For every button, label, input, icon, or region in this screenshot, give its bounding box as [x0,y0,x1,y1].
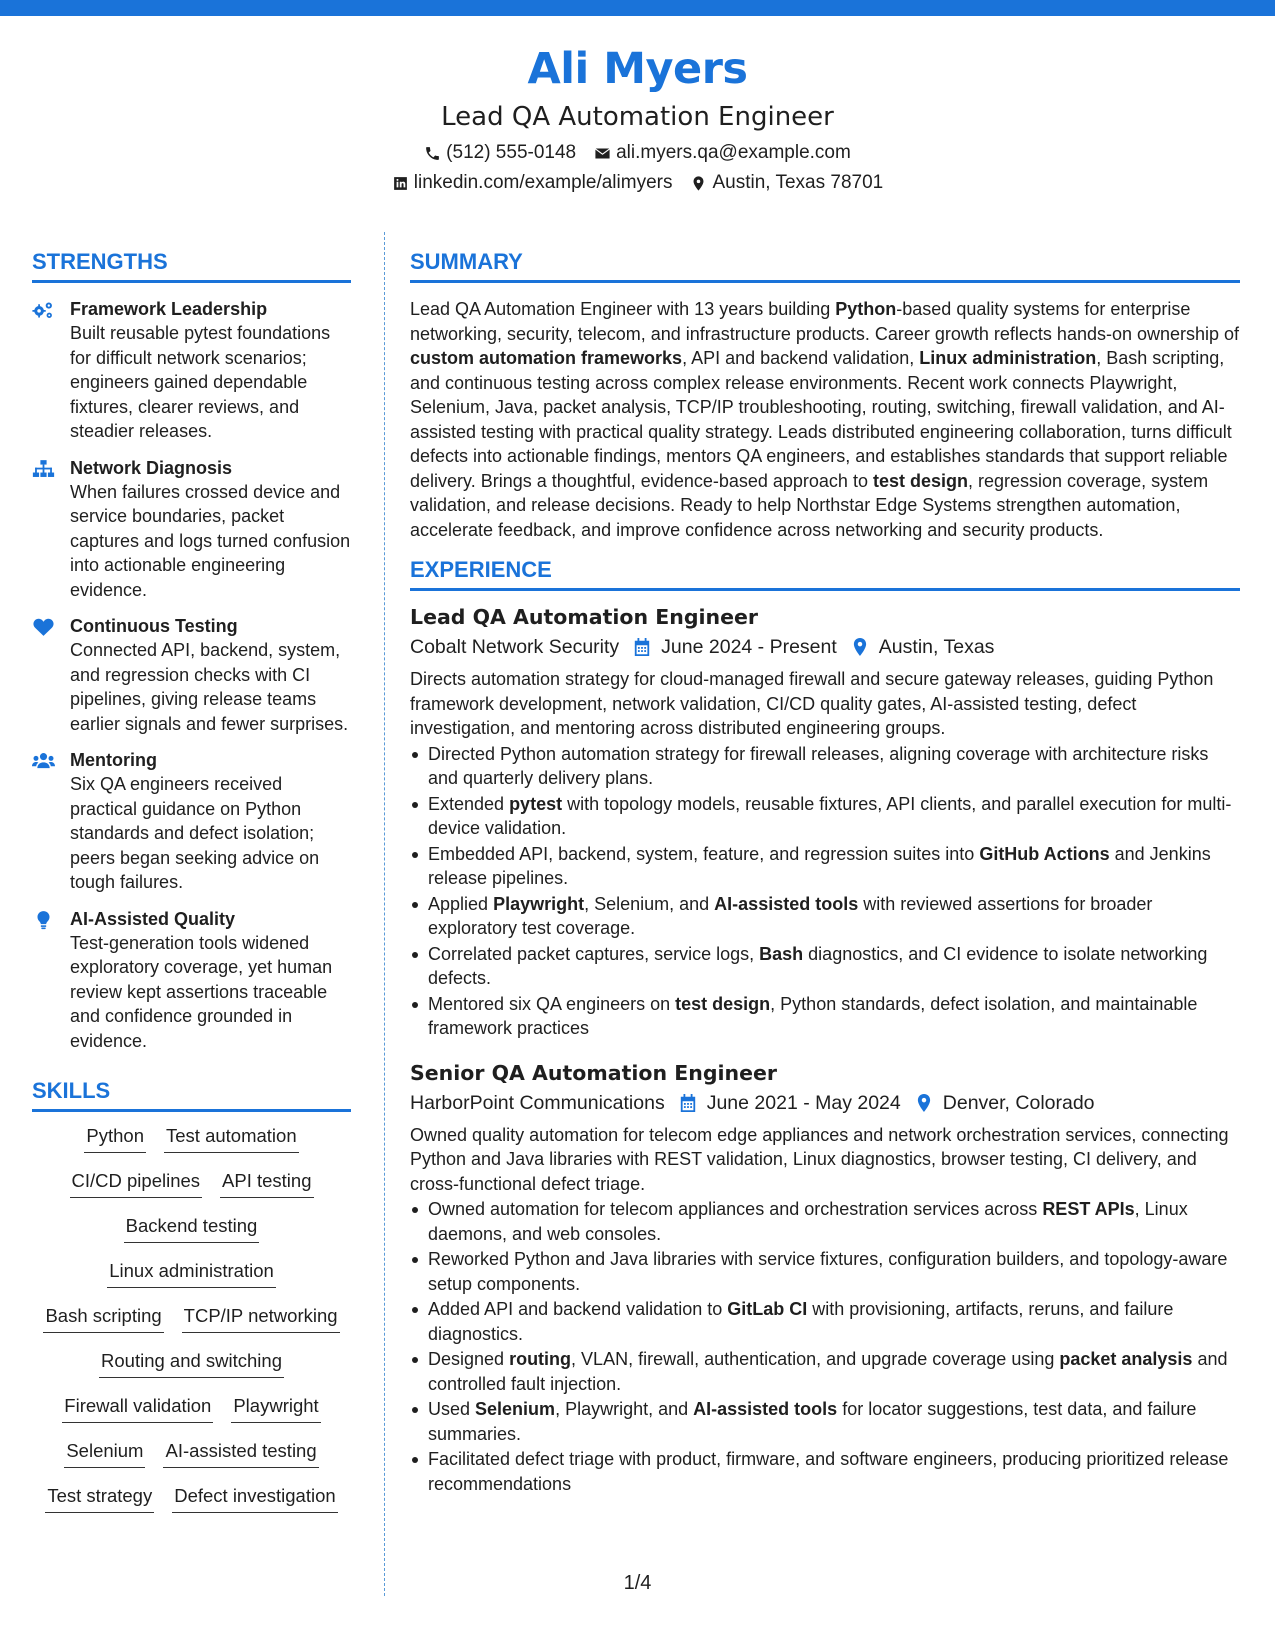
skills-row [32,1304,351,1349]
bold-text: AI-assisted tools [714,893,859,914]
skill-tag: Linux administration [107,1259,276,1288]
calendar-icon [679,1093,697,1113]
right-column [410,248,1240,1497]
strength-description: When failures crossed device and service boundaries, packet captures and logs turned confusion into actionable engineering evidence. [70,481,351,600]
skills-row [32,1394,351,1439]
text-segment: , Python standards, defect isolation, and maintainable framework practices [428,993,1198,1038]
text-segment: Facilitated defect triage with product, firmware, and software engineers, producing prioritized release recommendations [428,1449,1229,1494]
envelope-icon [594,145,611,162]
bullet-item [410,1347,1240,1396]
text-segment: Directed Python automation strategy for firewall releases, aligning coverage with architecture risks and quarterly delivery plans. [428,743,1209,788]
resume-header [0,40,1275,195]
users-icon [32,748,70,895]
summary-heading: SUMMARY [410,248,1240,283]
experience-heading: EXPERIENCE [410,556,1240,591]
skill-tag: Defect investigation [172,1484,337,1513]
page-number: 1/4 [623,1572,652,1594]
job-bullets [410,742,1240,1041]
skills-row [32,1349,351,1394]
job-location: Denver, Colorado [942,1091,1095,1114]
experience-list [410,603,1240,1496]
job-description: Directs automation strategy for cloud-managed firewall and secure gateway releases, guiding Python framework development, network validation, CI/CD quality gates, AI-assisted testing, defect investigation, and mentoring across distributed engineering groups. [410,669,1214,738]
strength-body [70,614,351,736]
text-segment: Added API and backend validation to [428,1299,728,1319]
company-name: HarborPoint Communications [410,1091,665,1114]
skill-tag: AI-assisted testing [163,1439,318,1468]
summary-text [410,297,1240,542]
job-bullets [410,1197,1240,1496]
heart-icon [32,614,70,736]
bullet-item [410,792,1240,841]
email-address[interactable]: ali.myers.qa@example.com [616,142,851,163]
bullet-item [410,1447,1240,1496]
job-dates: June 2021 - May 2024 [706,1091,901,1114]
strength-title: Continuous Testing [70,616,238,636]
skills-row [32,1214,351,1259]
bullet-item [410,992,1240,1041]
job-meta [410,1089,1240,1117]
bullet-item [410,892,1240,941]
text-segment: -based quality systems for enterprise networking, security, telecom, and infrastructure products. Career growth reflects hands-on ownership of [410,299,1240,344]
bold-text: routing [509,1349,572,1369]
contact-line-2 [0,171,1275,195]
bold-text: Linux administration [919,348,1097,368]
bullet-item [410,1247,1240,1296]
location-text: Austin, Texas 78701 [712,172,884,193]
text-segment: , Selenium, and [584,893,715,914]
strength-description: Built reusable pytest foundations for difficult network scenarios; engineers gained dependable fixtures, clearer reviews, and steadier releases. [70,323,331,441]
contact-line-1 [0,141,1275,165]
job-entry [410,603,1240,1041]
candidate-name: Ali Myers [527,44,748,94]
company-name: Cobalt Network Security [410,636,620,658]
strength-title: Network Diagnosis [70,457,233,478]
text-segment: Mentored six QA engineers on [428,993,676,1014]
bold-text: custom automation frameworks [410,348,683,368]
phone-icon [424,145,441,162]
text-segment: , Playwright, and [555,1399,694,1419]
bold-text: Python [835,299,897,319]
strength-description: Test-generation tools widened exploratory coverage, yet human review kept assertions traceable and confidence grounded in evidence. [70,932,333,1051]
bold-text: AI-assisted tools [693,1399,838,1419]
job-title: Lead QA Automation Engineer [410,605,759,629]
linkedin-icon [392,175,409,192]
skill-tag: Selenium [64,1439,145,1468]
skill-tag: Firewall validation [62,1394,213,1423]
skill-tag: TCP/IP networking [182,1304,340,1333]
strengths-heading: STRENGTHS [32,248,351,283]
text-segment: diagnostics, and CI evidence to isolate networking defects. [428,943,1208,988]
phone-number: (512) 555-0148 [446,142,577,163]
bullet-item [410,942,1240,991]
bold-text: test design [872,470,968,491]
skill-tag: Test automation [164,1124,299,1153]
text-segment: Designed [428,1349,510,1369]
skills-row [32,1484,351,1529]
job-entry [410,1059,1240,1497]
top-accent-bar [0,0,1275,16]
bold-text: pytest [509,793,563,814]
strength-body [70,297,351,444]
skills-row [32,1259,351,1304]
strength-item [32,297,351,444]
bold-text: GitLab CI [727,1299,808,1319]
text-segment: Extended [428,793,510,814]
job-meta [410,633,1240,661]
bullet-item [410,742,1240,791]
calendar-icon [633,637,651,657]
strength-item [32,907,351,1054]
text-segment: Owned automation for telecom appliances and orchestration services across [428,1199,1043,1219]
text-segment: and controlled fault injection. [428,1349,1228,1394]
text-segment: Correlated packet captures, service logs, [428,943,760,964]
location-contact [690,171,883,195]
linkedin-url[interactable]: linkedin.com/example/alimyers [413,172,673,193]
bold-text: Bash [759,943,804,964]
linkedin-contact[interactable] [392,171,673,195]
strength-body [70,748,351,895]
strength-title: AI-Assisted Quality [70,908,236,929]
strength-title: Framework Leadership [70,299,268,319]
skill-tag: API testing [220,1169,313,1198]
skill-tag: Python [84,1124,146,1153]
text-segment: Used [428,1399,476,1419]
text-segment: for locator suggestions, test data, and failure summaries. [428,1399,1197,1444]
text-segment: with provisioning, artifacts, reruns, and failure diagnostics. [428,1299,1174,1344]
text-segment: Applied [428,893,494,914]
strength-body [70,907,351,1054]
strength-description: Six QA engineers received practical guidance on Python standards and defect isolation; peers began seeking advice on tough failures. [70,774,320,892]
strength-title: Mentoring [70,750,157,770]
job-dates: June 2024 - Present [661,636,837,658]
map-pin-icon [915,1093,933,1113]
text-segment: , VLAN, firewall, authentication, and upgrade coverage using [571,1349,1060,1369]
skill-tag: Backend testing [124,1214,260,1243]
bold-text: GitHub Actions [979,843,1110,864]
strength-item [32,614,351,736]
job-description: Owned quality automation for telecom edge appliances and network orchestration services, connecting Python and Java libraries with REST validation, Linux diagnostics, browser testing, CI delivery, and cross-functional defect triage. [410,1124,1229,1194]
column-divider [384,232,385,1596]
skills-row [32,1124,351,1169]
text-segment: , Linux daemons, and web consoles. [428,1199,1188,1244]
text-segment: with reviewed assertions for broader exploratory test coverage. [428,893,1153,938]
bold-text: Playwright [493,893,585,914]
network-icon [32,456,70,603]
bullet-item [410,1297,1240,1346]
bullet-item [410,1197,1240,1246]
bold-text: packet analysis [1059,1349,1193,1369]
skill-tag: Routing and switching [99,1349,284,1378]
skills-row [32,1169,351,1214]
text-segment: , Bash scripting, and continuous testing across complex release environments. Recent work connects Playwright, Selenium, Java, packet analysis, TCP/IP troubleshooting, routing, switching, firewall validation, and AI-assisted testing with practical quality strategy. Leads distributed engineering collaboration, turns difficult defects into actionable findings, mentors QA engineers, and establishes standards that support reliable delivery. Brings a thoughtful, evidence-based approach to [410,348,1232,491]
skill-tag: Playwright [231,1394,320,1423]
text-segment: with topology models, reusable fixtures, API clients, and parallel execution for multi-device validation. [428,793,1232,838]
bullet-item [410,842,1240,891]
text-segment: and Jenkins release pipelines. [428,843,1211,888]
skills-list [32,1124,351,1529]
skill-tag: Test strategy [45,1484,154,1513]
strength-description: Connected API, backend, system, and regression checks with CI pipelines, giving release teams earlier signals and fewer surprises. [70,640,349,734]
lightbulb-icon [32,907,70,1054]
candidate-title: Lead QA Automation Engineer [441,102,834,132]
left-column [32,248,351,1529]
email-contact[interactable] [594,141,851,165]
skills-row [32,1439,351,1484]
map-pin-icon [690,175,707,192]
text-segment: , API and backend validation, [682,348,920,368]
job-title: Senior QA Automation Engineer [410,1060,778,1085]
strength-item [32,456,351,603]
skill-tag: Bash scripting [43,1304,163,1333]
bold-text: test design [675,993,771,1014]
job-location: Austin, Texas [878,636,995,658]
bold-text: Selenium [475,1399,556,1419]
text-segment: Embedded API, backend, system, feature, and regression suites into [428,843,980,864]
gears-icon [32,297,70,444]
bold-text: REST APIs [1042,1199,1135,1219]
skill-tag: CI/CD pipelines [70,1169,203,1198]
text-segment: , regression coverage, system validation, and release decisions. Ready to help Northstar Edge Systems strengthen automation, accelerate feedback, and improve confidence across networking and security products. [410,470,1209,540]
strength-item [32,748,351,895]
map-pin-icon [851,637,869,657]
skills-heading: SKILLS [32,1077,351,1112]
strengths-list [32,297,351,1053]
text-segment: Reworked Python and Java libraries with service fixtures, configuration builders, and topology-aware setup components. [428,1249,1228,1294]
bullet-item [410,1397,1240,1446]
text-segment: Lead QA Automation Engineer with 13 years building [410,299,836,319]
phone-contact [424,141,576,165]
strength-body [70,456,351,603]
